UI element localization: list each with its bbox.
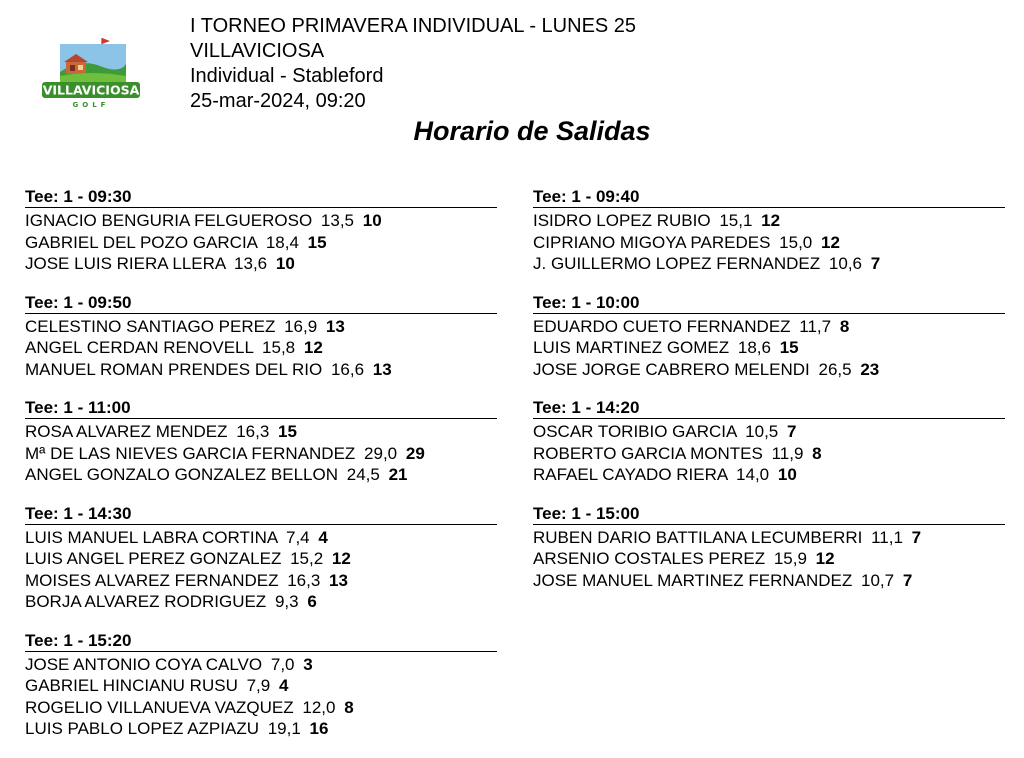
player-row bbox=[25, 570, 497, 592]
player-strokes: 6 bbox=[307, 592, 317, 611]
player-handicap: 19,1 bbox=[267, 719, 301, 738]
tee-time-heading: Tee: 1 - 11:00 bbox=[25, 398, 497, 419]
player-row bbox=[533, 443, 1005, 465]
player-name: JOSE MANUEL MARTINEZ FERNANDEZ bbox=[533, 570, 853, 590]
player-name: LUIS ANGEL PEREZ GONZALEZ bbox=[25, 549, 282, 568]
player-handicap: 16,6 bbox=[330, 359, 365, 379]
player-strokes: 4 bbox=[318, 527, 328, 547]
player-name: J. GUILLERMO LOPEZ FERNANDEZ bbox=[533, 254, 821, 273]
player-row bbox=[25, 548, 497, 570]
player-strokes: 4 bbox=[278, 676, 289, 695]
player-row bbox=[533, 253, 1005, 275]
player-strokes: 8 bbox=[812, 443, 822, 463]
player-row bbox=[25, 443, 497, 465]
player-row bbox=[533, 316, 1005, 338]
player-name: CELESTINO SANTIAGO PEREZ bbox=[25, 316, 276, 336]
player-name: ROGELIO VILLANUEVA VAZQUEZ bbox=[25, 697, 294, 717]
player-strokes: 7 bbox=[902, 570, 913, 590]
tournament-name: I TORNEO PRIMAVERA INDIVIDUAL - LUNES 25 bbox=[190, 15, 637, 37]
player-handicap: 9,3 bbox=[274, 592, 299, 611]
player-strokes: 12 bbox=[815, 549, 835, 568]
left-column bbox=[25, 187, 497, 758]
player-handicap: 15,0 bbox=[779, 232, 813, 252]
player-row bbox=[25, 718, 497, 740]
player-handicap: 7,4 bbox=[285, 527, 310, 547]
tee-group bbox=[533, 398, 1005, 486]
player-handicap: 15,2 bbox=[290, 549, 324, 568]
player-name: MOISES ALVAREZ FERNANDEZ bbox=[25, 570, 279, 590]
player-row bbox=[25, 697, 497, 719]
tee-time-heading: Tee: 1 - 10:00 bbox=[533, 293, 1005, 314]
player-name: OSCAR TORIBIO GARCIA bbox=[533, 422, 737, 441]
player-handicap: 13,5 bbox=[320, 211, 354, 230]
player-strokes: 10 bbox=[777, 465, 797, 484]
tee-group bbox=[25, 504, 497, 613]
player-row bbox=[25, 527, 497, 549]
player-row bbox=[25, 421, 497, 443]
player-name: RAFAEL CAYADO RIERA bbox=[533, 465, 728, 484]
player-row bbox=[533, 570, 1005, 592]
player-handicap: 14,0 bbox=[736, 465, 770, 484]
player-name: ROSA ALVAREZ MENDEZ bbox=[25, 422, 228, 441]
player-row bbox=[25, 253, 497, 275]
player-strokes: 8 bbox=[344, 697, 354, 717]
player-strokes: 15 bbox=[779, 338, 799, 357]
player-handicap: 15,1 bbox=[719, 211, 753, 230]
tee-time-heading: Tee: 1 - 15:00 bbox=[533, 504, 1005, 525]
tee-time-heading: Tee: 1 - 14:20 bbox=[533, 398, 1005, 419]
player-name: CIPRIANO MIGOYA PAREDES bbox=[533, 232, 771, 252]
date-time: 25-mar-2024, 09:20 bbox=[190, 90, 366, 112]
player-strokes: 12 bbox=[820, 232, 840, 252]
player-row bbox=[533, 337, 1005, 359]
player-handicap: 7,9 bbox=[246, 676, 271, 695]
player-row bbox=[25, 337, 497, 359]
player-name: ARSENIO COSTALES PEREZ bbox=[533, 549, 766, 568]
player-name: JOSE JORGE CABRERO MELENDI bbox=[533, 359, 810, 379]
player-handicap: 26,5 bbox=[818, 359, 852, 379]
player-handicap: 18,6 bbox=[737, 338, 771, 357]
player-handicap: 16,9 bbox=[284, 316, 318, 336]
player-row bbox=[25, 232, 497, 254]
player-name: LUIS MARTINEZ GOMEZ bbox=[533, 338, 730, 357]
player-strokes: 12 bbox=[761, 211, 781, 230]
player-handicap: 12,0 bbox=[302, 697, 336, 717]
right-column bbox=[533, 187, 1005, 609]
player-handicap: 10,6 bbox=[828, 254, 862, 273]
player-name: JOSE LUIS RIERA LLERA bbox=[25, 254, 226, 273]
player-handicap: 13,6 bbox=[234, 254, 268, 273]
player-strokes: 12 bbox=[303, 338, 323, 357]
player-row bbox=[533, 464, 1005, 486]
player-row bbox=[25, 359, 497, 381]
player-handicap: 11,7 bbox=[799, 316, 832, 336]
player-row bbox=[533, 527, 1005, 549]
player-handicap: 10,7 bbox=[861, 570, 895, 590]
player-name: ANGEL CERDAN RENOVELL bbox=[25, 338, 254, 357]
player-strokes: 10 bbox=[275, 254, 295, 273]
player-strokes: 13 bbox=[329, 570, 348, 590]
player-strokes: 8 bbox=[839, 316, 850, 336]
svg-text:VILLAVICIOSA: VILLAVICIOSA bbox=[42, 82, 140, 98]
tee-time-heading: Tee: 1 - 09:30 bbox=[25, 187, 497, 208]
player-handicap: 11,9 bbox=[771, 443, 804, 463]
player-row bbox=[25, 591, 497, 613]
page-title: Horario de Salidas bbox=[413, 116, 651, 146]
player-row bbox=[533, 548, 1005, 570]
club-name: VILLAVICIOSA bbox=[190, 40, 325, 62]
player-strokes: 10 bbox=[362, 211, 382, 230]
player-name: LUIS PABLO LOPEZ AZPIAZU bbox=[25, 719, 259, 738]
player-row bbox=[25, 675, 497, 697]
player-name: BORJA ALVAREZ RODRIGUEZ bbox=[25, 592, 267, 611]
club-logo bbox=[40, 36, 142, 110]
player-name: GABRIEL DEL POZO GARCIA bbox=[25, 232, 258, 252]
player-name: LUIS MANUEL LABRA CORTINA bbox=[25, 527, 278, 547]
tee-group bbox=[25, 631, 497, 740]
document-header bbox=[190, 14, 636, 114]
player-name: ISIDRO LOPEZ RUBIO bbox=[533, 211, 711, 230]
player-name: Mª DE LAS NIEVES GARCIA FERNANDEZ bbox=[25, 443, 356, 463]
player-strokes: 16 bbox=[309, 719, 329, 738]
player-strokes: 29 bbox=[405, 443, 425, 463]
player-strokes: 23 bbox=[860, 359, 880, 379]
tee-group bbox=[25, 398, 497, 486]
player-handicap: 18,4 bbox=[265, 232, 299, 252]
player-handicap: 10,5 bbox=[745, 422, 779, 441]
player-name: IGNACIO BENGURIA FELGUEROSO bbox=[25, 211, 313, 230]
player-handicap: 24,5 bbox=[346, 465, 380, 484]
player-strokes: 7 bbox=[786, 422, 797, 441]
player-strokes: 21 bbox=[388, 465, 408, 484]
player-strokes: 15 bbox=[278, 422, 297, 441]
player-handicap: 15,9 bbox=[773, 549, 807, 568]
svg-text:GOLF: GOLF bbox=[72, 101, 110, 109]
tee-time-heading: Tee: 1 - 14:30 bbox=[25, 504, 497, 525]
player-row bbox=[533, 210, 1005, 232]
modality: Individual - Stableford bbox=[190, 65, 384, 87]
player-strokes: 13 bbox=[372, 359, 392, 379]
player-row bbox=[533, 359, 1005, 381]
player-handicap: 7,0 bbox=[270, 654, 295, 674]
player-row bbox=[25, 654, 497, 676]
player-strokes: 3 bbox=[303, 654, 313, 674]
player-handicap: 16,3 bbox=[287, 570, 321, 590]
player-strokes: 13 bbox=[325, 316, 345, 336]
player-name: EDUARDO CUETO FERNANDEZ bbox=[533, 316, 791, 336]
tee-group bbox=[533, 504, 1005, 592]
player-handicap: 11,1 bbox=[871, 527, 903, 547]
player-name: MANUEL ROMAN PRENDES DEL RIO bbox=[25, 359, 323, 379]
player-name: RUBEN DARIO BATTILANA LECUMBERRI bbox=[533, 527, 863, 547]
player-row bbox=[25, 210, 497, 232]
player-name: ANGEL GONZALO GONZALEZ BELLON bbox=[25, 465, 339, 484]
player-name: GABRIEL HINCIANU RUSU bbox=[25, 676, 238, 695]
player-strokes: 7 bbox=[911, 527, 922, 547]
player-strokes: 12 bbox=[331, 549, 351, 568]
player-strokes: 15 bbox=[307, 232, 327, 252]
tee-group bbox=[533, 187, 1005, 275]
tee-group bbox=[25, 187, 497, 275]
player-row bbox=[533, 421, 1005, 443]
player-row bbox=[25, 464, 497, 486]
player-name: JOSE ANTONIO COYA CALVO bbox=[25, 654, 263, 674]
player-handicap: 29,0 bbox=[364, 443, 398, 463]
tee-time-heading: Tee: 1 - 09:40 bbox=[533, 187, 1005, 208]
player-handicap: 16,3 bbox=[236, 422, 270, 441]
player-handicap: 15,8 bbox=[262, 338, 296, 357]
tee-group bbox=[25, 293, 497, 381]
player-row bbox=[25, 316, 497, 338]
tee-time-heading: Tee: 1 - 15:20 bbox=[25, 631, 497, 652]
tee-time-heading: Tee: 1 - 09:50 bbox=[25, 293, 497, 314]
player-strokes: 7 bbox=[870, 254, 881, 273]
tee-group bbox=[533, 293, 1005, 381]
player-row bbox=[533, 232, 1005, 254]
player-name: ROBERTO GARCIA MONTES bbox=[533, 443, 763, 463]
